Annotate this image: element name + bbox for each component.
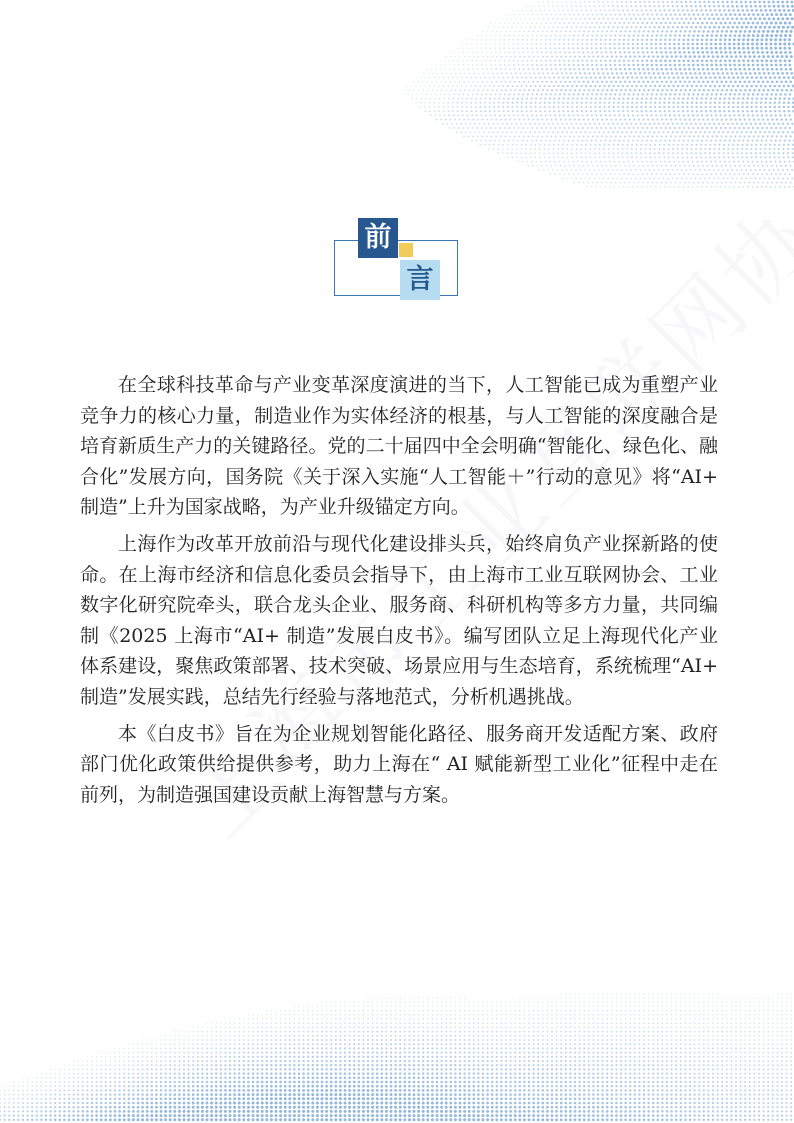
heading-char-1: 前	[358, 218, 398, 258]
preface-body	[80, 370, 718, 816]
preface-heading	[332, 218, 462, 302]
heading-char-2: 言	[400, 260, 440, 300]
decorative-dot-wave-top	[374, 0, 794, 200]
paragraph-3: 本《白皮书》旨在为企业规划智能化路径、服务商开发适配方案、政府部门优化政策供给提供参考，助力上海在“ AI 赋能新型工业化”征程中走在前列，为制造强国建设贡献上海智慧与方案。	[80, 722, 718, 806]
paragraph-2: 上海作为改革开放前沿与现代化建设排头兵，始终肩负产业探新路的使命。在上海市经济和信息化委员会指导下，由上海市工业互联网协会、工业数字化研究院牵头，联合龙头企业、服务商、科研机构等多方力量，共同编制《2025 上海市“AI+ 制造”发展白皮书》。编写团队立足上海现代化产业体系建设，聚焦政策部署、技术突破、场景应用与生态培育，系统梳理“AI+ 制造”发展实践，总结先行经验与落地范式，分析机遇挑战。	[80, 532, 718, 708]
heading-accent-square	[399, 243, 413, 257]
paragraph-1: 在全球科技革命与产业变革深度演进的当下，人工智能已成为重塑产业竞争力的核心力量，制造业作为实体经济的根基，与人工智能的深度融合是培育新质生产力的关键路径。党的二十届四中全会明确“智能化、绿色化、融合化”发展方向，国务院《关于深入实施“人工智能＋”行动的意见》将“AI+ 制造”上升为国家战略，为产业升级锚定方向。	[80, 374, 718, 519]
decorative-dot-wave-bottom	[0, 933, 794, 1123]
